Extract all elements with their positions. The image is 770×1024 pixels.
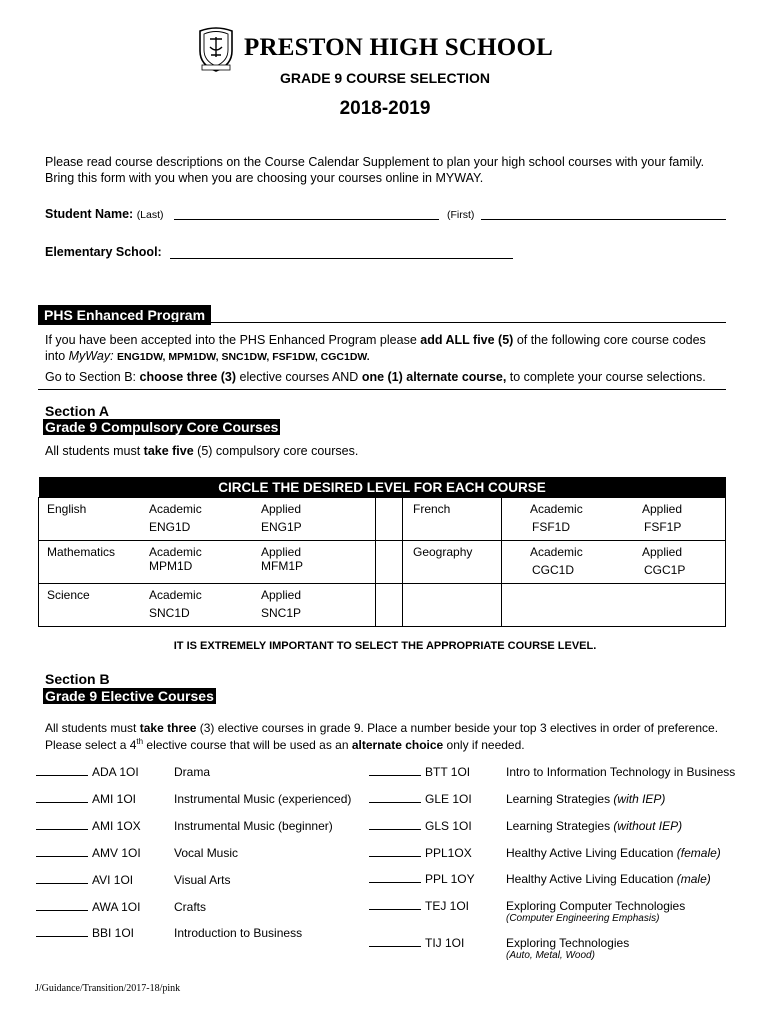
intro-line-1: Please read course descriptions on the Course Calendar Supplement to plan your high school courses with your family. — [45, 155, 705, 169]
core-row-geography-levels: Academic Applied CGC1D CGC1P — [502, 541, 726, 584]
elective-awa1oi: AWA 1OI Crafts — [36, 900, 206, 914]
elective-rank-blank[interactable] — [36, 883, 88, 884]
elective-amv1oi: AMV 1OI Vocal Music — [36, 846, 238, 860]
elective-gle1oi: GLE 1OI Learning Strategies (with IEP) — [369, 792, 665, 806]
core-row-geography-subject: Geography — [403, 541, 502, 584]
elective-rank-blank[interactable] — [369, 909, 421, 910]
elective-rank-blank[interactable] — [369, 775, 421, 776]
tij-note: (Auto, Metal, Wood) — [506, 950, 595, 961]
student-name-label: Student Name: (Last) — [45, 207, 164, 221]
core-table-header: CIRCLE THE DESIRED LEVEL FOR EACH COURSE — [39, 477, 726, 498]
core-row-science: Science Academic Applied SNC1D SNC1P — [39, 584, 376, 627]
section-b-instructions: All students must take three (3) elective courses in grade 9. Place a number beside your top 3 electives in order of preference. Please select a 4th elective course that will be used as an alternate choice only if needed. — [45, 721, 719, 752]
elementary-school-label: Elementary School: — [45, 245, 162, 259]
elective-ami1ox: AMI 1OX Instrumental Music (beginner) — [36, 819, 333, 833]
school-year: 2018-2019 — [339, 98, 431, 119]
enhanced-program-banner: PHS Enhanced Program — [38, 305, 211, 325]
section-a-title: Grade 9 Compulsory Core Courses — [45, 419, 279, 435]
elective-rank-blank[interactable] — [36, 802, 88, 803]
section-b-title: Grade 9 Elective Courses — [45, 688, 214, 704]
footer-path: J/Guidance/Transition/2017-18/pink — [35, 983, 181, 994]
core-empty-cell — [403, 584, 502, 627]
elective-ppl1oy: PPL 1OY Healthy Active Living Education (male) — [369, 872, 711, 886]
intro-line-2: Bring this form with you when you are choosing your courses online in MYWAY. — [45, 171, 484, 185]
elective-rank-blank[interactable] — [36, 910, 88, 911]
elective-rank-blank[interactable] — [369, 802, 421, 803]
core-row-french-levels: Academic Applied FSF1D FSF1P — [502, 498, 726, 541]
last-name-field[interactable] — [174, 219, 439, 220]
elective-tej1oi: TEJ 1OI Exploring Computer Technologies — [369, 899, 685, 913]
enhanced-bottom-rule — [38, 389, 726, 390]
first-name-field[interactable] — [481, 219, 726, 220]
enhanced-rule — [38, 322, 726, 323]
core-row-french-subject: French — [403, 498, 502, 541]
elective-bbi1oi: BBI 1OI Introduction to Business — [36, 926, 302, 940]
section-b-label: Section B — [45, 671, 110, 687]
enhanced-paragraph-2: Go to Section B: choose three (3) elective courses AND one (1) alternate course, to complete your course selections. — [45, 370, 706, 384]
core-spacer — [376, 498, 403, 541]
elective-btt1oi: BTT 1OI Intro to Information Technology in Business — [369, 765, 735, 779]
elective-rank-blank[interactable] — [369, 829, 421, 830]
enhanced-paragraph-1: If you have been accepted into the PHS Enhanced Program please add ALL five (5) of the following core course codes into MyWay: ENG1DW, MPM1DW, SNC1DW, FSF1DW, CGC1DW. — [45, 333, 706, 363]
elective-gls1oi: GLS 1OI Learning Strategies (without IEP) — [369, 819, 682, 833]
elective-tij1oi: TIJ 1OI Exploring Technologies — [369, 936, 629, 950]
first-name-label: (First) — [447, 209, 475, 221]
elementary-school-field[interactable] — [170, 258, 513, 259]
core-spacer — [376, 541, 403, 584]
core-spacer — [376, 584, 403, 627]
school-crest-logo — [196, 25, 236, 73]
core-row-english: English Academic Applied ENG1D ENG1P — [39, 498, 376, 541]
last-name-hint: (Last) — [136, 209, 164, 221]
form-subtitle: GRADE 9 COURSE SELECTION — [279, 70, 491, 86]
elective-rank-blank[interactable] — [36, 829, 88, 830]
tej-note: (Computer Engineering Emphasis) — [506, 913, 660, 924]
elective-avi1oi: AVI 1OI Visual Arts — [36, 873, 230, 887]
elective-rank-blank[interactable] — [36, 775, 88, 776]
elective-ami1oi: AMI 1OI Instrumental Music (experienced) — [36, 792, 351, 806]
elective-rank-blank[interactable] — [369, 946, 421, 947]
elective-ppl1ox: PPL1OX Healthy Active Living Education (female) — [369, 846, 721, 860]
core-empty-cell — [502, 584, 726, 627]
section-a-label: Section A — [45, 403, 110, 419]
elective-ada1oi: ADA 1OI Drama — [36, 765, 210, 779]
core-row-math: Mathematics Academic Applied MPM1D MFM1P — [39, 541, 376, 584]
section-a-text: All students must take five (5) compulsory core courses. — [45, 444, 359, 458]
level-warning: IT IS EXTREMELY IMPORTANT TO SELECT THE APPROPRIATE COURSE LEVEL. — [173, 640, 597, 652]
elective-rank-blank[interactable] — [369, 882, 421, 883]
core-courses-table — [38, 477, 726, 627]
intro-text — [45, 154, 735, 186]
elective-rank-blank[interactable] — [369, 856, 421, 857]
school-name: PRESTON HIGH SCHOOL — [244, 34, 553, 61]
elective-rank-blank[interactable] — [36, 936, 88, 937]
elective-rank-blank[interactable] — [36, 856, 88, 857]
